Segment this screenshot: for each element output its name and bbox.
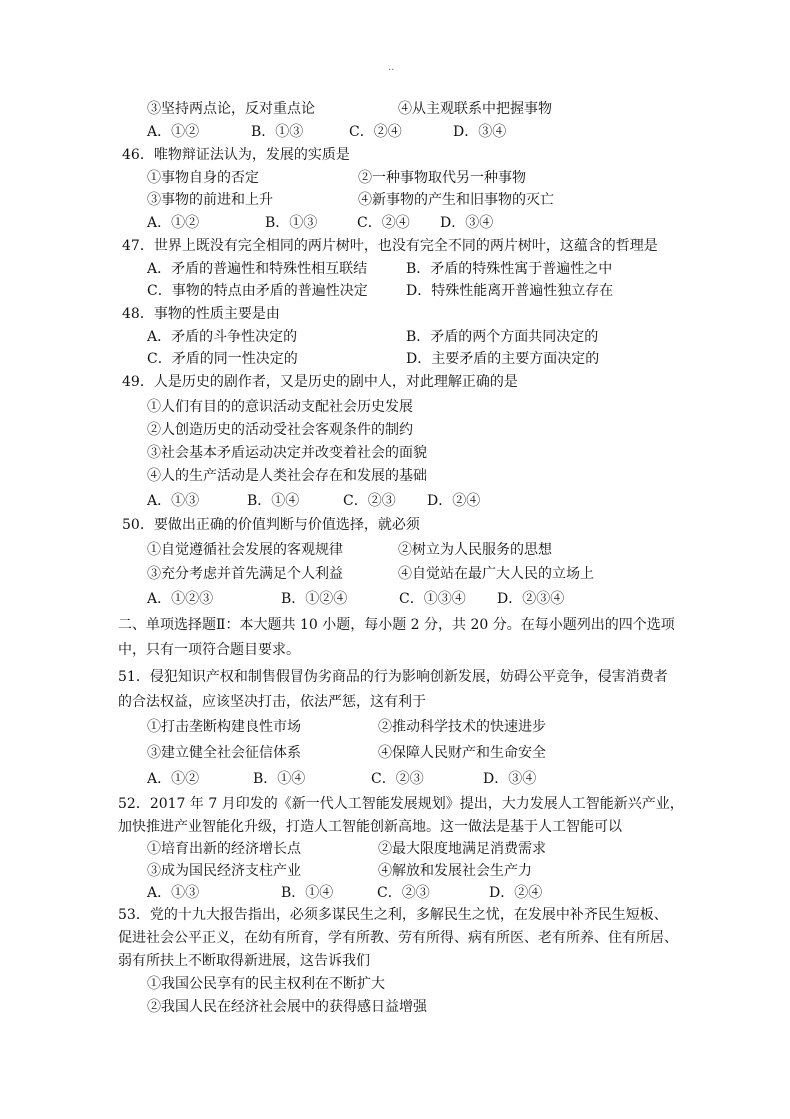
q50-answer-b: B．①②④ [281,591,348,607]
q47-option-a: A．矛盾的普遍性和特殊性相互联结 [147,261,368,277]
q51-option-4: ④保障人民财产和生命安全 [378,745,546,761]
q46-option-2: ②一种事物取代另一种事物 [358,170,526,186]
header-mark: .. [388,62,395,73]
q47-option-b: B．矛盾的特殊性寓于普遍性之中 [406,261,613,277]
q50-answer-a: A．①②③ [147,591,214,607]
q52-stem-line-1: 52．2017 年 7 月印发的《新一代人工智能发展规划》提出，大力发展人工智能新兴产业， [118,796,684,812]
q52-option-3: ③成为国民经济支柱产业 [147,863,301,879]
q46-option-1: ①事物自身的否定 [147,170,259,186]
q49-answer-c: C．②③ [343,493,396,509]
q48-option-b: B．矛盾的两个方面共同决定的 [406,329,599,345]
q45-answer-d: D．③④ [453,124,507,140]
q51-answer-a: A．①② [147,771,200,787]
q48-option-d: D．主要矛盾的主要方面决定的 [406,351,600,367]
q52-answer-a: A．①③ [147,885,200,901]
section-2-heading-line-2: 中，只有一项符合题目要求。 [118,642,300,658]
q52-stem-line-2: 加快推进产业智能化升级，打造人工智能创新高地。这一做法是基于人工智能可以 [118,819,622,835]
q49-answer-a: A．①③ [147,493,200,509]
q49-option-2: ②人创造历史的活动受社会客观条件的制约 [147,422,413,438]
q46-answer-b: B．①③ [265,215,318,231]
q51-option-2: ②推动科学技术的快速进步 [378,719,546,735]
q46-option-3: ③事物的前进和上升 [147,192,273,208]
q53-stem-line-2: 促进社会公平正义，在幼有所育，学有所教、劳有所得、病有所医、老有所养、住有所居、 [118,930,678,946]
q52-answer-b: B．①④ [281,885,334,901]
q49-option-4: ④人的生产活动是人类社会存在和发展的基础 [147,468,427,484]
q53-option-2: ②我国人民在经济社会展中的获得感日益增强 [147,999,427,1015]
section-2-heading-line-1: 二、单项选择题Ⅱ：本大题共 10 小题，每小题 2 分，共 20 分。在每小题列出的四个选项 [118,617,675,633]
q45-answer-b: B．①③ [251,124,304,140]
q45-option-3: ③坚持两点论，反对重点论 [147,101,315,117]
q49-answer-d: D．②④ [427,493,481,509]
q46-answer-c: C．②④ [357,215,410,231]
q49-option-3: ③社会基本矛盾运动决定并改变着社会的面貌 [147,445,427,461]
q48-stem: 48．事物的性质主要是由 [122,306,280,322]
q47-option-d: D．特殊性能离开普遍性独立存在 [406,283,614,299]
q50-option-3: ③充分考虑并首先满足个人利益 [147,566,343,582]
q51-answer-c: C．②③ [371,771,424,787]
q46-option-4: ④新事物的产生和旧事物的灭亡 [358,192,554,208]
q51-answer-d: D．③④ [483,771,537,787]
q50-stem: 50．要做出正确的价值判断与价值选择，就必须 [122,517,420,533]
q46-answer-a: A．①② [147,215,200,231]
q46-stem: 46．唯物辩证法认为，发展的实质是 [122,147,350,163]
q50-option-2: ②树立为人民服务的思想 [398,542,552,558]
q53-stem-line-1: 53．党的十九大报告指出，必须多谋民生之利，多解民生之忧，在发展中补齐民生短板、 [118,907,668,923]
q48-option-a: A．矛盾的斗争性决定的 [147,329,298,345]
q52-answer-c: C．②③ [377,885,430,901]
q47-stem: 47．世界上既没有完全相同的两片树叶，也没有完全不同的两片树叶，这蕴含的哲理是 [122,238,658,254]
q48-option-c: C．矛盾的同一性决定的 [147,351,298,367]
q49-option-1: ①人们有目的的意识活动支配社会历史发展 [147,399,413,415]
q49-answer-b: B．①④ [247,493,300,509]
q52-option-2: ②最大限度地满足消费需求 [378,841,546,857]
q52-answer-d: D．②④ [489,885,543,901]
q45-answer-c: C．②④ [349,124,402,140]
q47-option-c: C．事物的特点由矛盾的普遍性决定 [147,283,368,299]
q46-answer-d: D．③④ [440,215,494,231]
q53-stem-line-3: 弱有所扶上不断取得新进展，这告诉我们 [118,953,370,969]
q45-option-4: ④从主观联系中把握事物 [398,101,552,117]
q51-answer-b: B．①④ [253,771,306,787]
q51-option-1: ①打击垄断构建良性市场 [147,719,301,735]
q52-option-1: ①培育出新的经济增长点 [147,841,301,857]
q49-stem: 49．人是历史的剧作者，又是历史的剧中人，对此理解正确的是 [122,374,518,390]
q51-option-3: ③建立健全社会征信体系 [147,745,301,761]
q50-answer-c: C．①③④ [399,591,466,607]
q50-option-1: ①自觉遵循社会发展的客观规律 [147,542,343,558]
q50-option-4: ④自觉站在最广大人民的立场上 [398,566,594,582]
q51-stem-line-1: 51．侵犯知识产权和制售假冒伪劣商品的行为影响创新发展，妨碍公平竞争，侵害消费者 [118,669,668,685]
q52-option-4: ④解放和发展社会生产力 [378,863,532,879]
q53-option-1: ①我国公民享有的民主权利在不断扩大 [147,976,385,992]
q45-answer-a: A．①② [147,124,200,140]
q50-answer-d: D．②③④ [497,591,565,607]
q51-stem-line-2: 的合法权益，应该坚决打击，依法严惩，这有利于 [118,694,426,710]
